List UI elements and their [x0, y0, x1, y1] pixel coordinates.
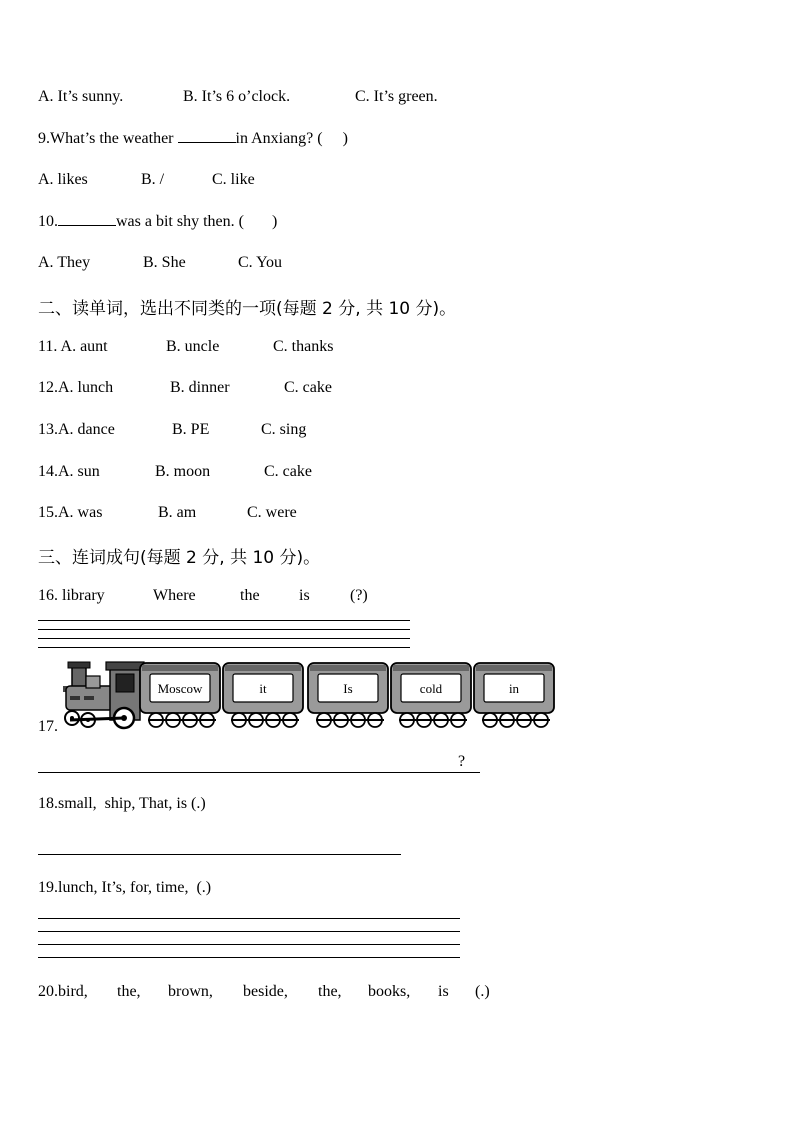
- question-19: 19.lunch, It’s, for, time, (.): [38, 879, 212, 896]
- q11-option-b: B. uncle: [166, 338, 220, 355]
- q9-option-b: B. /: [141, 171, 165, 188]
- writing-line: [38, 931, 460, 932]
- q20-word-1: 20.bird,: [38, 983, 88, 1000]
- q10-option-b: B. She: [143, 254, 186, 271]
- q11-option-a: 11. A. aunt: [38, 338, 108, 355]
- question-9: [38, 130, 348, 148]
- q12-option-a: 12.A. lunch: [38, 379, 114, 396]
- train-word-3: Is: [343, 681, 353, 696]
- q17-end-mark: ?: [458, 753, 466, 770]
- q9-option-a: A. likes: [38, 171, 88, 188]
- q10-prefix: 10.: [38, 213, 58, 230]
- question-18: 18.small, ship, That, is (.): [38, 795, 206, 812]
- q17-answer-line[interactable]: [38, 772, 480, 773]
- writing-line: [38, 638, 410, 639]
- train-word-1: Moscow: [157, 681, 203, 696]
- q20-word-2: the,: [117, 983, 141, 1000]
- q8-option-a: A. It’s sunny.: [38, 88, 124, 105]
- q13-option-a: 13.A. dance: [38, 421, 115, 438]
- train-illustration: [60, 660, 560, 732]
- train-word-2: it: [259, 681, 267, 696]
- q20-word-5: the,: [318, 983, 342, 1000]
- q10-option-c: C. You: [238, 254, 283, 271]
- locomotive-icon: [63, 662, 144, 728]
- q14-option-b: B. moon: [155, 463, 211, 480]
- q17-number: 17.: [38, 718, 58, 735]
- section-2-heading: 二、读单词，选出不同类的一项(每题 2 分, 共 10 分)。: [38, 299, 457, 319]
- q16-word-1: 16. library: [38, 587, 105, 604]
- q14-option-a: 14.A. sun: [38, 463, 100, 480]
- writing-line: [38, 620, 410, 621]
- q10-suffix: was a bit shy then. ( ): [116, 213, 278, 230]
- train-word-5: in: [508, 681, 520, 696]
- q15-option-b: B. am: [158, 504, 197, 521]
- q16-word-3: the: [240, 587, 260, 604]
- q10-blank[interactable]: [58, 213, 116, 226]
- q9-suffix: in Anxiang? ( ): [235, 130, 348, 147]
- q8-option-c: C. It’s green.: [355, 88, 438, 105]
- question-10: [38, 213, 277, 231]
- q15-option-c: C. were: [247, 504, 297, 521]
- q9-prefix: 9.What’s the weather: [38, 130, 178, 147]
- q20-word-7: is: [438, 983, 449, 1000]
- train-word-4: cold: [419, 681, 443, 696]
- q16-word-5: (?): [350, 587, 368, 604]
- writing-line: [38, 957, 460, 958]
- q16-word-4: is: [299, 587, 310, 604]
- section-3-heading: 三、连词成句(每题 2 分, 共 10 分)。: [38, 548, 321, 568]
- q12-option-c: C. cake: [284, 379, 332, 396]
- q9-blank[interactable]: [178, 130, 236, 143]
- q13-option-b: B. PE: [172, 421, 210, 438]
- writing-line: [38, 647, 410, 648]
- q15-option-a: 15.A. was: [38, 504, 103, 521]
- q11-option-c: C. thanks: [273, 338, 334, 355]
- q16-word-2: Where: [153, 587, 196, 604]
- writing-line: [38, 629, 410, 630]
- q20-word-3: brown,: [168, 983, 213, 1000]
- q8-option-b: B. It’s 6 o’clock.: [183, 88, 291, 105]
- q20-word-6: books,: [368, 983, 411, 1000]
- q12-option-b: B. dinner: [170, 379, 230, 396]
- writing-line: [38, 918, 460, 919]
- q18-answer-line[interactable]: [38, 854, 401, 855]
- q9-option-c: C. like: [212, 171, 255, 188]
- writing-line: [38, 944, 460, 945]
- q14-option-c: C. cake: [264, 463, 312, 480]
- q20-word-4: beside,: [243, 983, 288, 1000]
- q13-option-c: C. sing: [261, 421, 307, 438]
- q10-option-a: A. They: [38, 254, 91, 271]
- q20-word-8: (.): [475, 983, 490, 1000]
